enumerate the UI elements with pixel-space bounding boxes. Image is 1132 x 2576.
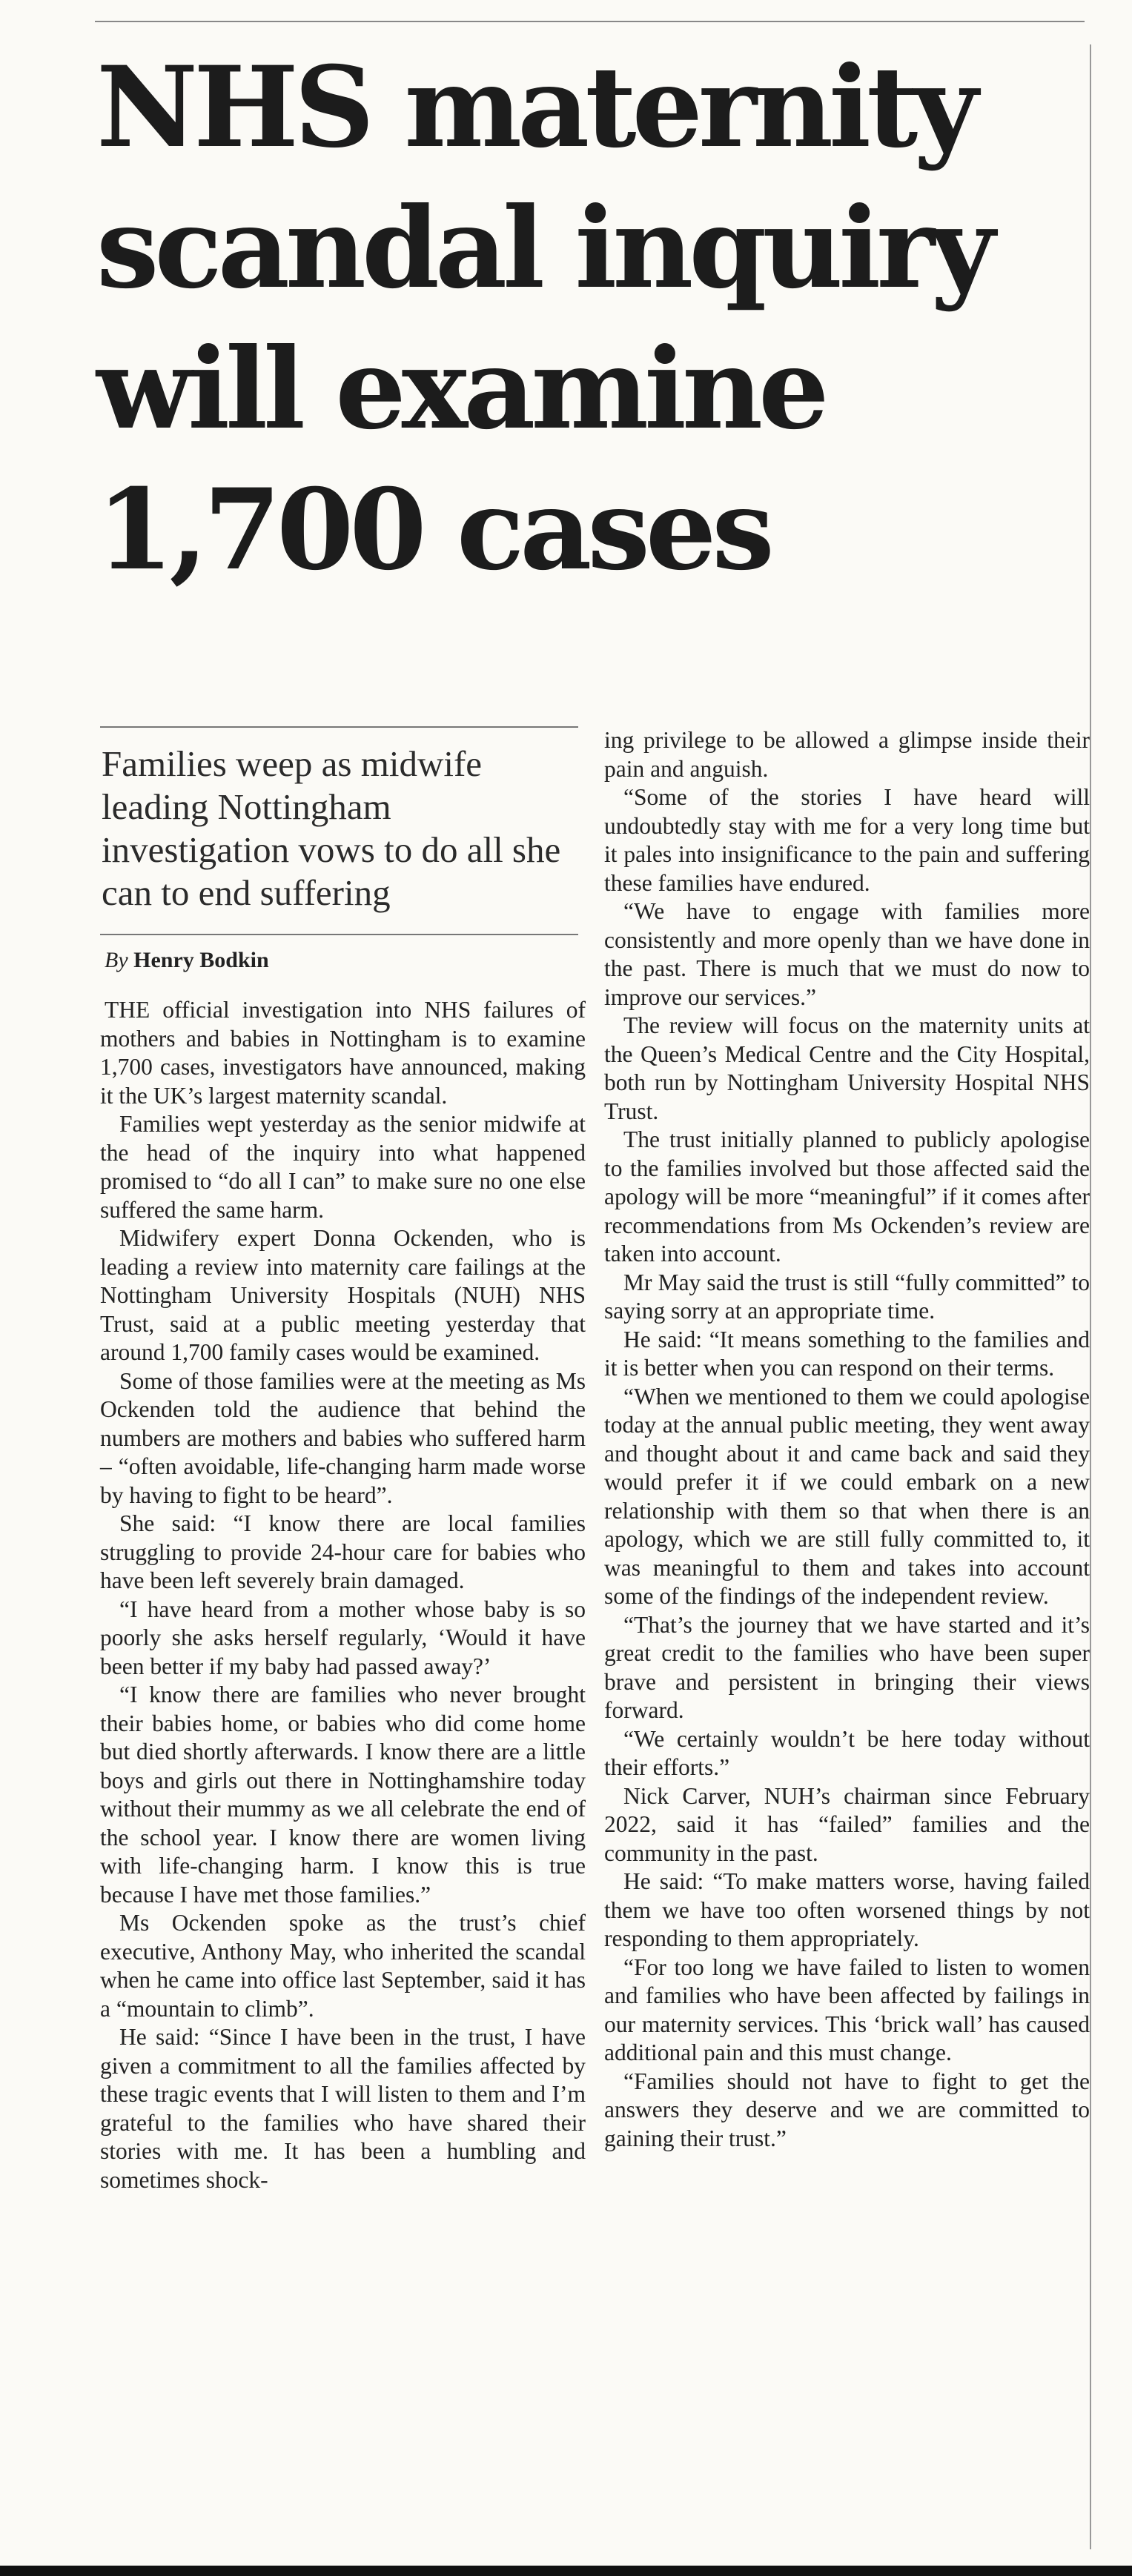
paragraph: He said: “It means something to the families and it is better when you can respond on their terms. — [604, 1326, 1090, 1381]
top-rule — [95, 21, 1085, 22]
author-name: Henry Bodkin — [133, 948, 269, 972]
paragraph: “When we mentioned to them we could apologise today at the annual public meeting, they went away and thought about it and came back and said they would prefer it if we could embark on a new relationship with them so that when there is an apology, which we are still fully committed to, it was meaningful to them and takes into account some of the findings of the independent review. — [604, 1383, 1090, 1609]
paragraph: “We have to engage with families more consistently and more openly than we have done in the past. There is much that we must do now to improve our services.” — [604, 898, 1090, 1010]
paragraph: He said: “To make matters worse, having failed them we have too often worsened things by not responding to them appropriately. — [604, 1868, 1090, 1951]
paragraph-continuation: ing privilege to be allowed a glimpse inside their pain and anguish. — [604, 727, 1090, 782]
right-column — [604, 726, 1090, 2153]
scan-edge — [0, 2566, 1132, 2576]
paragraph: THE official investigation into NHS failures of mothers and babies in Nottingham is to examine 1,700 cases, investigators have announced, making it the UK’s largest maternity scandal. — [100, 997, 586, 1109]
paragraph: Midwifery expert Donna Ockenden, who is leading a review into maternity care failings at the Nottingham University Hospitals (NUH) NHS Trust, said at a public meeting yesterday that around 1,700 family cases would be examined. — [100, 1225, 586, 1365]
paragraph: The trust initially planned to publicly apologise to the families involved but those affected said the apology will be more “meaningful” if it comes after recommendations from Ms Ockenden’s review are taken into account. — [604, 1126, 1090, 1267]
paragraph: He said: “Since I have been in the trust, I have given a commitment to all the families affected by these tragic events that I will listen to them and I’m grateful to the families who have shared their stories with me. It has been a humbling and sometimes shock- — [100, 2024, 586, 2193]
standfirst-rule — [100, 726, 578, 728]
left-column — [100, 726, 586, 2194]
paragraph: “I have heard from a mother whose baby is so poorly she asks herself regularly, ‘Would it have been better if my baby had passed away?’ — [100, 1596, 586, 1679]
paragraph: Ms Ockenden spoke as the trust’s chief executive, Anthony May, who inherited the scandal when he came into office last September, said it has a “mountain to climb”. — [100, 1910, 586, 2022]
paragraph: The review will focus on the maternity units at the Queen’s Medical Centre and the City Hospital, both run by Nottingham University Hospital NHS Trust. — [604, 1012, 1090, 1124]
byline — [105, 946, 586, 975]
paragraph: Nick Carver, NUH’s chairman since February 2022, said it has “failed” families and the community in the past. — [604, 1782, 1090, 1866]
paragraph: “That’s the journey that we have started and it’s great credit to the families who have been super brave and persistent in bringing their views forward. — [604, 1611, 1090, 1723]
byline-rule — [100, 934, 578, 935]
paragraph: Families wept yesterday as the senior midwife at the head of the inquiry into what happened promised to “do all I can” to make sure no one else suffered the same harm. — [100, 1111, 586, 1223]
standfirst: Families weep as midwife leading Nottingham investigation vows to do all she can to end suffering — [102, 743, 561, 913]
paragraph: “I know there are families who never brought their babies home, or babies who did come home but died shortly afterwards. I know there are a little boys and girls out there in Nottinghamshire today without their mummy as we all celebrate the end of the school year. I know there are women living with life-changing harm. I know this is true because I have met those families.” — [100, 1682, 586, 1908]
paragraph: “Some of the stories I have heard will undoubtedly stay with me for a very long time but it pales into insignificance to the pain and suffering these families have endured. — [604, 784, 1090, 896]
paragraph: She said: “I know there are local families struggling to provide 24-hour care for babies who have been left severely brain damaged. — [100, 1510, 586, 1593]
paragraph: “We certainly wouldn’t be here today without their efforts.” — [604, 1725, 1090, 1780]
article-body-left — [100, 996, 586, 2194]
byline-prefix: By — [105, 948, 128, 972]
paragraph: “For too long we have failed to listen to women and families who have been affected by failings in our maternity services. This ‘brick wall’ has caused additional pain and this must change. — [604, 1953, 1090, 2065]
paragraph: Mr May said the trust is still “fully committed” to saying sorry at an appropriate time. — [604, 1269, 1090, 1324]
column-edge-rule — [1090, 44, 1091, 2549]
paragraph: “Families should not have to fight to get the answers they deserve and we are committed to gaining their trust.” — [604, 2068, 1090, 2151]
article-body-right — [604, 726, 1090, 2153]
headline: NHS maternity scandal inquiry will examine 1,700 cases — [96, 42, 991, 595]
paragraph: Some of those families were at the meeting as Ms Ockenden told the audience that behind the numbers are mothers and babies who suffered harm – “often avoidable, life-changing harm made worse by having to fight to be heard”. — [100, 1367, 586, 1508]
